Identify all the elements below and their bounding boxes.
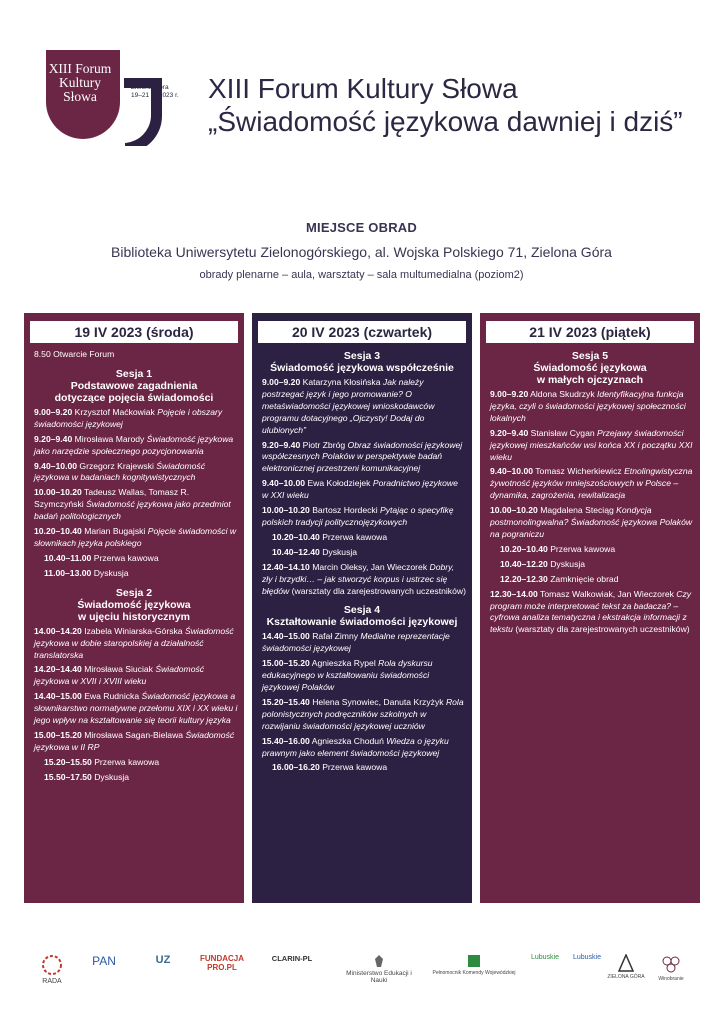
program-item xyxy=(30,664,238,688)
item-title: Świadomość językowa jako narzędzie społecznego pozycjonowania xyxy=(34,433,234,456)
item-title: Rola polonistycznych podręczników szkolnych w rozwijaniu świadomości językowej uczniów xyxy=(262,696,464,731)
sponsor-logo: ZIELONA GÓRA xyxy=(606,954,646,980)
item-title: Świadomość językowa w II RP xyxy=(34,729,235,752)
program-item xyxy=(258,377,466,437)
item-note: (warsztaty dla zarejestrowanych uczestników) xyxy=(515,624,690,635)
sponsor-logos xyxy=(0,948,723,988)
program-item xyxy=(30,487,238,523)
item-time: 10.20–10.40 xyxy=(272,531,320,542)
sponsor-logo: PAN xyxy=(92,954,116,968)
item-title: Poradnictwo językowe w XXI wieku xyxy=(262,478,458,501)
item-title: Wiedza o języku prawnym jako element świadomości językowej xyxy=(262,735,449,758)
item-speaker: Piotr Zbróg xyxy=(302,439,346,450)
program-item xyxy=(486,389,694,425)
logo-subtitle: Zielona Góra 19–21 IV 2023 r. xyxy=(131,84,179,99)
program-item xyxy=(258,697,466,733)
item-time: 9.00–9.20 xyxy=(490,389,529,399)
item-speaker: Mirosława Sagan-Bielawa xyxy=(84,729,184,740)
logo-title: XIII Forum Kultury Słowa xyxy=(48,61,112,104)
sponsor-logo: Lubuskie xyxy=(530,954,560,961)
item-title: Czy program może interpretować tekst za badacza? – cyfrowa analiza tematyczna i ekstrakcja informacji z tekstu xyxy=(490,588,692,635)
program-item xyxy=(258,658,466,694)
program-item xyxy=(30,434,238,458)
day-column-wednesday xyxy=(24,313,244,903)
item-time: 9.20–9.40 xyxy=(262,439,301,450)
sponsor-logo: UZ xyxy=(155,954,171,966)
sponsor-logo: Winobranie xyxy=(656,954,686,982)
item-speaker: Krzysztof Maćkowiak xyxy=(74,406,155,417)
program-item xyxy=(486,544,694,556)
program-item xyxy=(30,407,238,431)
program-item xyxy=(258,562,466,598)
day-date: 21 IV 2023 (piątek) xyxy=(486,321,694,343)
program-item xyxy=(258,547,466,559)
program-item xyxy=(258,762,466,774)
item-time: 12.30–14.00 xyxy=(490,588,538,599)
session-title: Sesja 2 Świadomość językowa w ujęciu historycznym xyxy=(77,586,191,623)
venue-address: Biblioteka Uniwersytetu Zielonogórskiego, al. Wojska Polskiego 71, Zielona Góra xyxy=(111,244,612,260)
item-time: 10.00–10.20 xyxy=(490,505,538,516)
forum-logo xyxy=(46,50,179,146)
sponsor-logo: FUNDACJA PRO.PL xyxy=(200,954,244,972)
program-item xyxy=(486,466,694,502)
item-time: 10.00–10.20 xyxy=(34,487,82,498)
item-speaker: Zamknięcie obrad xyxy=(550,573,619,584)
item-speaker: Dyskusja xyxy=(322,546,358,557)
session-title: Sesja 4 Kształtowanie świadomości językowej xyxy=(266,604,458,629)
item-speaker: Marian Bugajski xyxy=(84,526,146,537)
item-title: Rola dyskursu edukacyjnego w kształtowaniu świadomości językowej Polaków xyxy=(262,658,433,693)
item-time: 10.40–11.00 xyxy=(44,552,92,563)
item-speaker: Katarzyna Kłosińska xyxy=(302,377,381,387)
item-speaker: Izabela Winiarska-Górska xyxy=(84,625,183,636)
program-item xyxy=(258,532,466,544)
session-title: Sesja 3 Świadomość językowa współcześnie xyxy=(270,350,454,374)
session-list xyxy=(258,377,466,597)
session-list xyxy=(258,631,466,774)
program-item xyxy=(30,526,238,550)
item-speaker: Ewa Rudnicka xyxy=(84,691,140,702)
item-speaker: Stanisław Cygan xyxy=(530,427,595,438)
program-item xyxy=(258,736,466,760)
item-speaker: Agnieszka Choduń xyxy=(311,735,384,746)
item-time: 15.50–17.50 xyxy=(44,771,92,782)
item-title: Świadomość językowa w dobie staropolskiej a działalność translatorska xyxy=(34,625,234,660)
item-title: Obraz świadomości językowej współczesnych Polaków w perspektywie badań elektronicznej przestrzeni komunikacyjnej xyxy=(262,439,463,474)
item-speaker: Przerwa kawowa xyxy=(322,762,388,773)
item-title: Świadomość językowa jako przedmiot badań politologicznych xyxy=(34,499,231,522)
item-time: 11.00–13.00 xyxy=(44,567,92,578)
program-item xyxy=(258,478,466,502)
item-time: 10.00–10.20 xyxy=(262,505,310,516)
item-time: 9.40–10.00 xyxy=(490,466,534,477)
program-item xyxy=(30,568,238,580)
item-speaker: Przerwa kawowa xyxy=(94,756,160,767)
item-title: Przejawy świadomości językowej mieszkańców wsi końca XX i początku XXI wieku xyxy=(490,427,693,462)
item-title: Identyfikacyjna funkcja języka, czyli o świadomości językowej społeczności lokalnych xyxy=(490,389,686,423)
item-speaker: Przerwa kawowa xyxy=(322,531,388,542)
item-time: 10.40–12.40 xyxy=(272,546,320,557)
item-time: 10.20–10.40 xyxy=(34,526,82,537)
item-speaker: Grzegorz Krajewski xyxy=(79,460,154,471)
program-item xyxy=(486,505,694,541)
item-speaker: Bartosz Hordecki xyxy=(312,505,378,516)
item-time: 9.00–9.20 xyxy=(34,406,73,417)
item-title: Świadomość językowa a słownikarstwo normatywne przełomu XIX i XX wieku i jego wpływ na kształtowanie się teorii kultury języka xyxy=(34,691,238,726)
sponsor-logo: Lubuskie xyxy=(572,954,602,961)
item-title: Świadomość językowa w XVII i XVIII wieku xyxy=(34,664,205,687)
item-time: 9.40–10.00 xyxy=(262,478,306,489)
program-item xyxy=(30,553,238,565)
program-item xyxy=(30,730,238,754)
program-item xyxy=(30,757,238,769)
item-speaker: Aldona Skudrzyk xyxy=(530,389,595,399)
item-time: 16.00–16.20 xyxy=(272,762,320,773)
day-column-thursday xyxy=(252,313,472,903)
program-item xyxy=(30,626,238,662)
item-speaker: Marcin Oleksy, Jan Wieczorek xyxy=(312,561,428,572)
item-speaker: Agnieszka Rypel xyxy=(311,658,376,669)
item-title: Pojęcie świadomości w słownikach języka polskiego xyxy=(34,526,237,548)
program-item xyxy=(258,505,466,529)
item-speaker: Ewa Kołodziejek xyxy=(307,478,371,489)
item-time: 9.20–9.40 xyxy=(34,433,73,444)
program-item xyxy=(30,772,238,784)
item-note: (warsztaty dla zarejestrowanych uczestników) xyxy=(291,585,466,596)
session-title: Sesja 5 Świadomość językowa w małych ojczyznach xyxy=(533,350,647,386)
item-speaker: Mirosława Marody xyxy=(74,433,145,444)
item-speaker: Przerwa kawowa xyxy=(550,543,616,554)
item-time: 14.40–15.00 xyxy=(34,691,82,702)
item-speaker: Magdalena Steciąg xyxy=(540,505,614,516)
session-list xyxy=(30,626,238,784)
item-time: 15.20–15.40 xyxy=(262,696,310,707)
item-title: Pojęcie i obszary świadomości językowej xyxy=(34,406,223,429)
item-speaker: Tadeusz Wallas, Tomasz R. Szymczyński xyxy=(34,487,190,510)
item-title: Pytając o specyfikę polskich tradycji politycznojęzykowych xyxy=(262,505,454,527)
program-item xyxy=(258,631,466,655)
program-item xyxy=(486,428,694,464)
page-title: XIII Forum Kultury Słowa „Świadomość językowa dawniej i dziś” xyxy=(208,73,683,137)
item-speaker: Dyskusja xyxy=(94,771,130,782)
item-time: 10.20–10.40 xyxy=(500,543,548,554)
day-date: 19 IV 2023 (środa) xyxy=(30,321,238,343)
session-title: Sesja 1 Podstawowe zagadnienia dotyczące pojęcia świadomości xyxy=(54,367,214,404)
session-list xyxy=(30,407,238,580)
item-time: 15.40–16.00 xyxy=(262,735,310,746)
program-item xyxy=(30,461,238,485)
item-time: 15.00–15.20 xyxy=(262,658,310,669)
item-speaker: Mirosława Siuciak xyxy=(84,664,153,675)
item-time: 15.00–15.20 xyxy=(34,729,82,740)
sponsor-logo: CLARIN-PL xyxy=(271,954,313,963)
opening: 8.50 Otwarcie Forum xyxy=(34,349,115,359)
program-item xyxy=(486,589,694,637)
item-title: Dobry, zły i brzydki… – jak stworzyć korpus i ustrzec się błędów xyxy=(262,561,455,596)
item-speaker: Przerwa kawowa xyxy=(93,552,159,563)
item-time: 14.40–15.00 xyxy=(262,631,310,642)
program-item xyxy=(30,691,238,727)
item-time: 9.20–9.40 xyxy=(490,427,529,438)
item-title: Jak należy postrzegać język i jego promowanie? O metaświadomości językowej wnioskodawców programu dotacyjnego „Ojczysty! Dodaj do ulubionych” xyxy=(262,377,435,435)
item-speaker: Tomasz Wicherkiewicz xyxy=(535,466,622,477)
item-time: 9.40–10.00 xyxy=(34,460,78,471)
item-time: 14.00–14.20 xyxy=(34,625,82,636)
day-column-friday xyxy=(480,313,700,903)
item-speaker: Rafał Zimny xyxy=(312,631,359,642)
program-item xyxy=(486,559,694,571)
item-time: 10.40–12.20 xyxy=(500,558,548,569)
program-item xyxy=(486,574,694,586)
item-speaker: Dyskusja xyxy=(550,558,586,569)
item-title: Świadomość językowa w badaniach kognitywistycznych xyxy=(34,460,206,483)
sponsor-logo: Ministerstwo Edukacji i Nauki xyxy=(344,954,414,984)
venue-heading: MIEJSCE OBRAD xyxy=(306,220,417,235)
venue-note: obrady plenarne – aula, warsztaty – sala multumedialna (poziom2) xyxy=(199,269,524,281)
item-title: Medialne reprezentacje świadomości językowej xyxy=(262,631,450,654)
item-speaker: Dyskusja xyxy=(93,567,129,578)
item-speaker: Tomasz Walkowiak, Jan Wieczorek xyxy=(540,588,674,599)
sponsor-logo: Pełnomocnik Komendy Wojewódzkiej xyxy=(428,954,520,976)
day-date: 20 IV 2023 (czwartek) xyxy=(258,321,466,343)
item-time: 9.00–9.20 xyxy=(262,377,301,387)
item-speaker: Helena Synowiec, Danuta Krzyżyk xyxy=(312,696,444,707)
item-time: 15.20–15.50 xyxy=(44,756,92,767)
session-list xyxy=(486,389,694,636)
item-time: 12.20–12.30 xyxy=(500,573,548,584)
venue-section xyxy=(0,220,723,281)
item-title: Kondycja postmonolingwalna? Świadomość językowa Polaków na pograniczu xyxy=(490,505,693,539)
item-time: 12.40–14.10 xyxy=(262,561,310,572)
program-item xyxy=(258,440,466,476)
item-time: 14.20–14.40 xyxy=(34,664,82,675)
sponsor-logo: RADA xyxy=(32,954,72,985)
item-title: Etnolingwistyczna żywotność języków mniejszościowych w Polsce – dynamika, zagrożenia, rewitalizacja xyxy=(490,466,693,501)
